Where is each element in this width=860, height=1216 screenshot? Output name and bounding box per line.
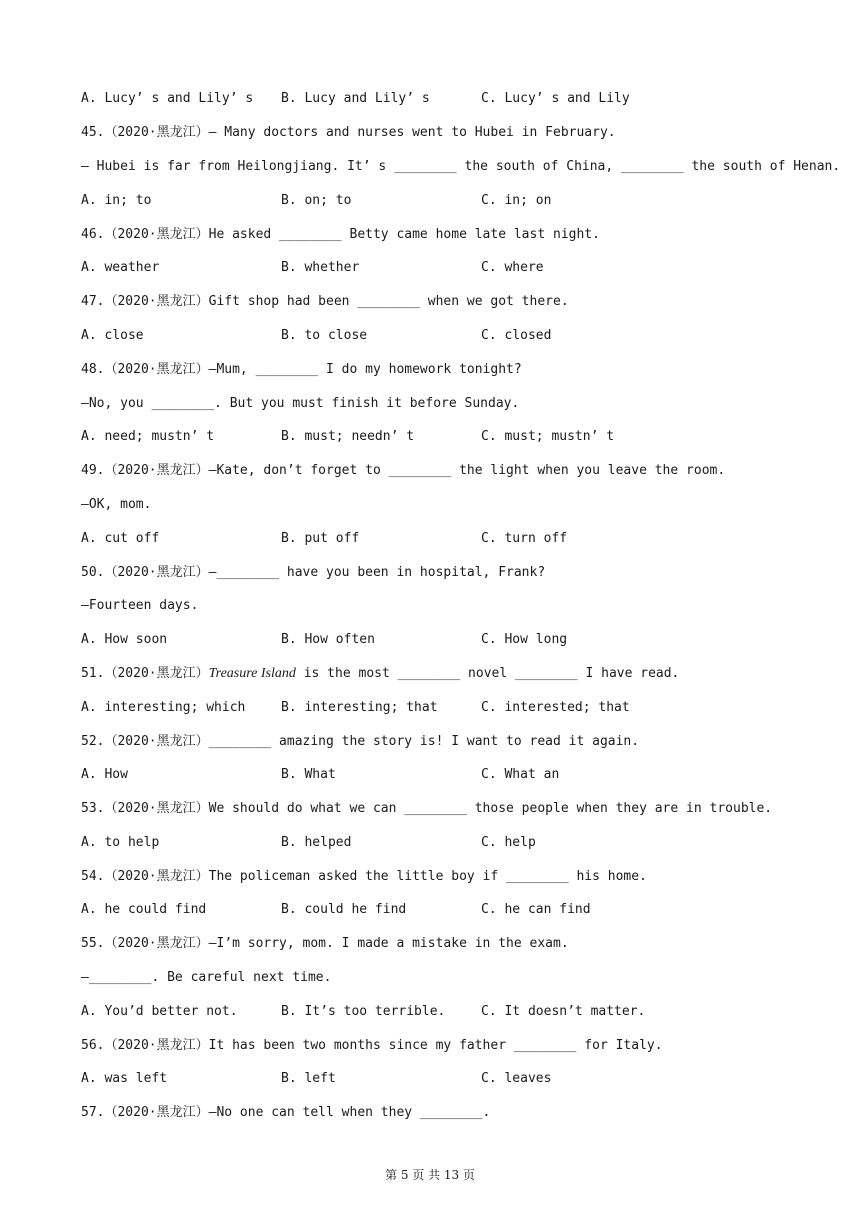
question-49-stem: 49.（2020·黑龙江）—Kate, don’t forget to ________ the light when you leave the room.	[81, 463, 726, 478]
option-a: A. close	[81, 328, 144, 343]
option-b: B. What	[281, 767, 336, 782]
options-row-45	[81, 191, 552, 211]
question-49-line2: —OK, mom.	[81, 497, 152, 512]
options-row-50	[81, 630, 568, 650]
question-52-stem: 52.（2020·黑龙江）________ amazing the story is! I want to read it again.	[81, 734, 640, 749]
option-b: B. put off	[281, 531, 360, 546]
question-51-stem	[81, 664, 679, 684]
option-b: B. It’s too terrible.	[281, 1004, 446, 1019]
options-row-52	[81, 765, 560, 785]
option-a: A. he could find	[81, 902, 207, 917]
option-a: A. need; mustn’ t	[81, 429, 215, 444]
question-48-stem: 48.（2020·黑龙江）—Mum, ________ I do my homework tonight?	[81, 362, 522, 377]
options-row-55	[81, 1002, 646, 1022]
book-title: Treasure Island	[208, 666, 296, 681]
question-57-stem: 57.（2020·黑龙江）—No one can tell when they ________.	[81, 1105, 491, 1120]
options-row-44	[81, 89, 630, 109]
option-b: B. to close	[281, 328, 368, 343]
option-b: B. must; needn’ t	[281, 429, 415, 444]
option-c: C. turn off	[481, 531, 568, 546]
option-c: C. How long	[481, 632, 568, 647]
option-c: C. in; on	[481, 193, 552, 208]
option-c: C. It doesn’t matter.	[481, 1004, 646, 1019]
option-a: A. How	[81, 767, 128, 782]
option-b: B. helped	[281, 835, 352, 850]
question-48-line2: —No, you ________. But you must finish it before Sunday.	[81, 396, 520, 411]
option-a: A. in; to	[81, 193, 152, 208]
options-row-46	[81, 258, 544, 278]
option-b: B. on; to	[281, 193, 352, 208]
question-51-rest: is the most ________ novel ________ I have read.	[295, 666, 680, 681]
option-a: A. How soon	[81, 632, 168, 647]
option-c: C. he can find	[481, 902, 591, 917]
option-c: C. interested; that	[481, 700, 630, 715]
question-50-line2: —Fourteen days.	[81, 598, 199, 613]
question-55-line2: —________. Be careful next time.	[81, 970, 332, 985]
option-c: C. where	[481, 260, 544, 275]
options-row-53	[81, 833, 536, 853]
options-row-47	[81, 326, 552, 346]
question-46-stem: 46.（2020·黑龙江）He asked ________ Betty came home late last night.	[81, 227, 600, 242]
question-54-stem: 54.（2020·黑龙江）The policeman asked the little boy if ________ his home.	[81, 869, 647, 884]
options-row-51	[81, 698, 630, 718]
question-53-stem: 53.（2020·黑龙江）We should do what we can ________ those people when they are in trouble.	[81, 801, 773, 816]
question-45-line2: — Hubei is far from Heilongjiang. It’ s ________ the south of China, ________ the south of Henan.	[81, 159, 841, 174]
question-55-stem: 55.（2020·黑龙江）—I’m sorry, mom. I made a mistake in the exam.	[81, 936, 569, 951]
options-row-56	[81, 1069, 552, 1089]
option-c: C. closed	[481, 328, 552, 343]
option-a: A. You’d better not.	[81, 1004, 238, 1019]
option-a: A. Lucy’ s and Lily’ s	[81, 91, 254, 106]
question-45-stem: 45.（2020·黑龙江）— Many doctors and nurses went to Hubei in February.	[81, 125, 616, 140]
question-47-stem: 47.（2020·黑龙江）Gift shop had been ________ when we got there.	[81, 294, 569, 309]
question-51-prefix: 51.（2020·黑龙江）	[81, 666, 209, 681]
option-c: C. help	[481, 835, 536, 850]
option-a: A. to help	[81, 835, 160, 850]
option-b: B. How often	[281, 632, 375, 647]
option-c: C. leaves	[481, 1071, 552, 1086]
question-50-stem: 50.（2020·黑龙江）—________ have you been in hospital, Frank?	[81, 565, 546, 580]
options-row-54	[81, 900, 591, 920]
option-b: B. Lucy and Lily’ s	[281, 91, 430, 106]
options-row-49	[81, 529, 568, 549]
question-56-stem: 56.（2020·黑龙江）It has been two months since my father ________ for Italy.	[81, 1038, 663, 1053]
option-b: B. interesting; that	[281, 700, 438, 715]
option-b: B. whether	[281, 260, 360, 275]
page-footer: 第 5 页 共 13 页	[385, 1168, 475, 1182]
option-c: C. Lucy’ s and Lily	[481, 91, 630, 106]
option-a: A. weather	[81, 260, 160, 275]
option-b: B. could he find	[281, 902, 407, 917]
option-a: A. was left	[81, 1071, 168, 1086]
option-c: C. must; mustn’ t	[481, 429, 615, 444]
options-row-48	[81, 427, 615, 447]
option-b: B. left	[281, 1071, 336, 1086]
option-c: C. What an	[481, 767, 560, 782]
option-a: A. interesting; which	[81, 700, 246, 715]
option-a: A. cut off	[81, 531, 160, 546]
